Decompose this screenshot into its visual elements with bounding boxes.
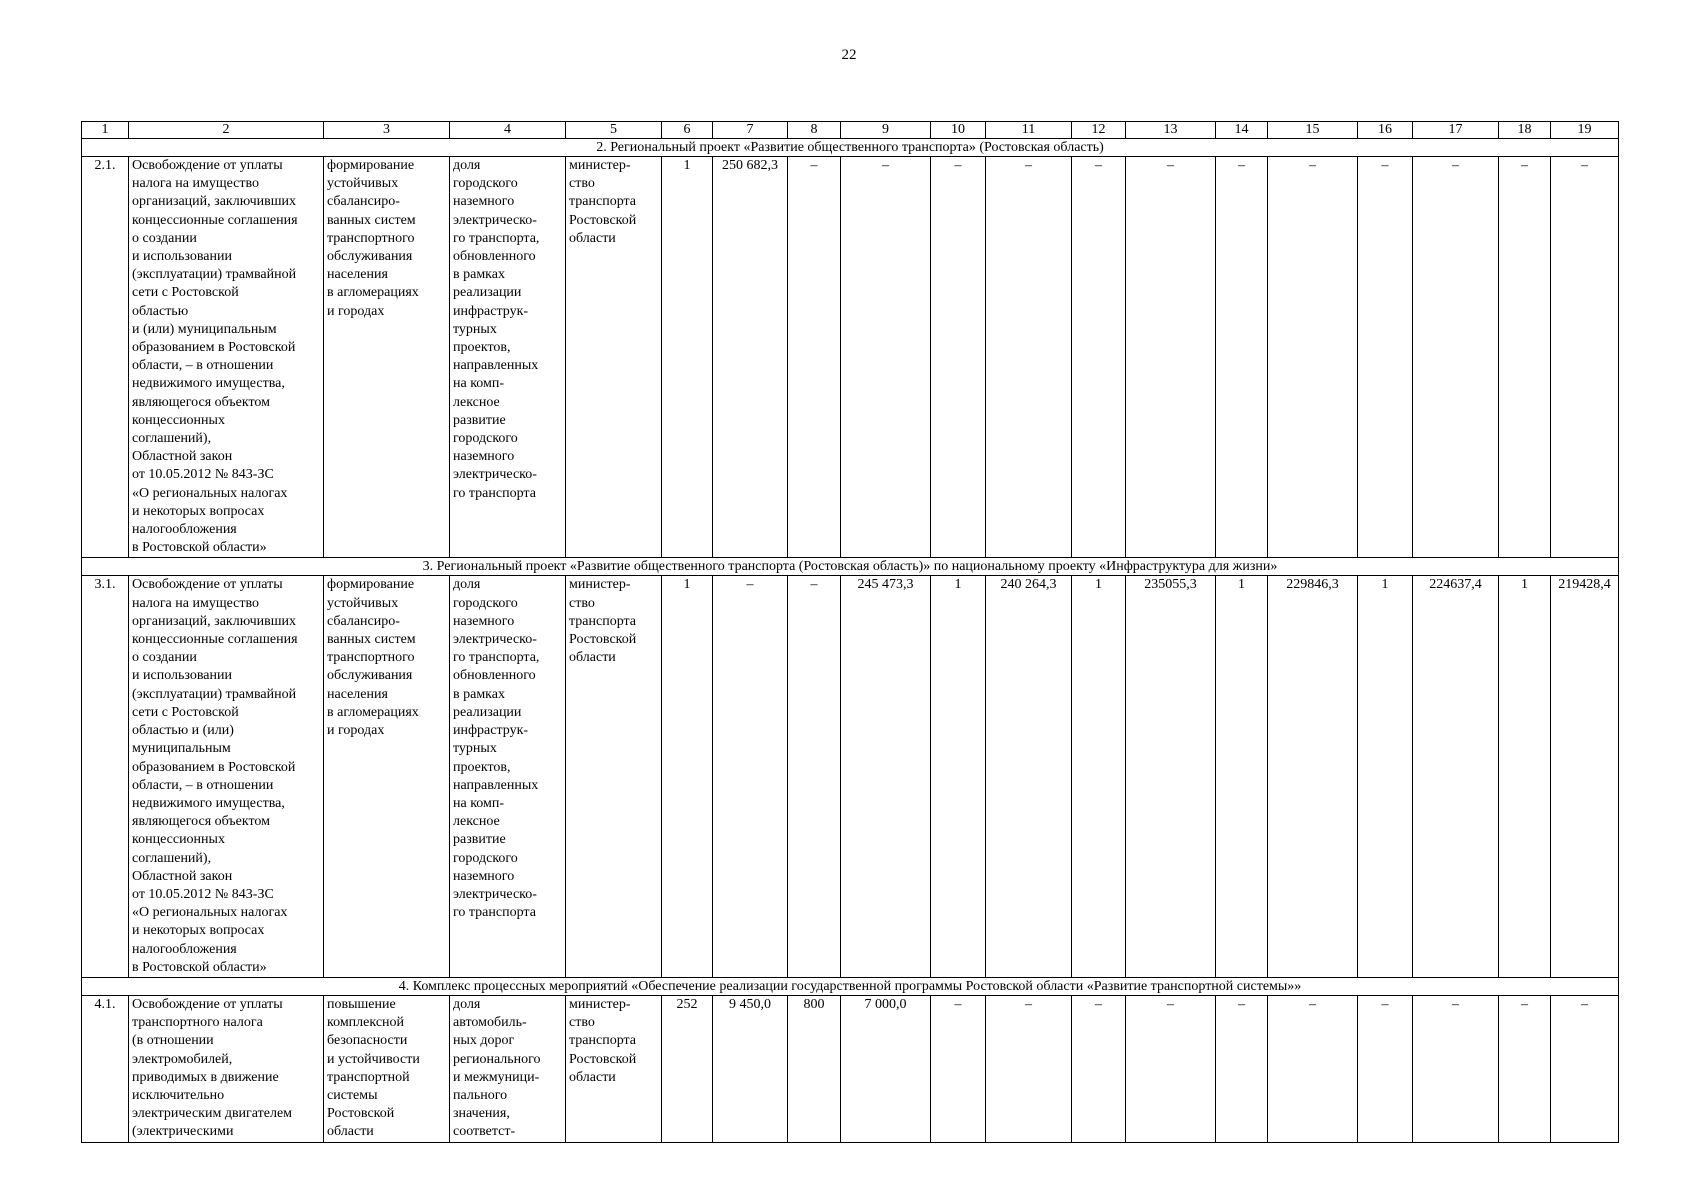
value-cell: 252	[662, 995, 713, 1142]
section-heading-row	[82, 139, 1619, 157]
value-cell: 250 682,3	[713, 157, 788, 558]
col-header: 17	[1413, 122, 1499, 139]
table-row	[82, 995, 1619, 1142]
col-header: 15	[1268, 122, 1358, 139]
benefit-description: Освобождение от уплаты транспортного налога (в отношении электромобилей, приводимых в движение исключительно электрическим двигателем (электрическими	[129, 995, 324, 1142]
indicator-name: доля городского наземного электрическо- го транспорта, обновленного в рамках реализации инфраструк- турных проектов, направленных на комп- лексное развитие городского наземного электрическо- го транспорта	[450, 157, 566, 558]
benefit-goal: повышение комплексной безопасности и устойчивости транспортной системы Ростовской области	[324, 995, 450, 1142]
indicator-name: доля автомобиль- ных дорог регионального и межмуници- пального значения, соответст-	[450, 995, 566, 1142]
value-cell: –	[1551, 995, 1619, 1142]
value-cell: –	[788, 576, 841, 977]
section-title: 4. Комплекс процессных мероприятий «Обеспечение реализации государственной программы Ростовской области «Развитие транспортной системы»»	[82, 977, 1619, 995]
value-cell: –	[1499, 995, 1551, 1142]
col-header: 9	[841, 122, 931, 139]
value-cell: –	[1268, 995, 1358, 1142]
value-cell: 1	[1499, 576, 1551, 977]
value-cell: 800	[788, 995, 841, 1142]
value-cell: 224637,4	[1413, 576, 1499, 977]
table-row	[82, 576, 1619, 977]
benefit-goal: формирование устойчивых сбалансиро- ванных систем транспортного обслуживания населения в агломерациях и городах	[324, 576, 450, 977]
col-header: 18	[1499, 122, 1551, 139]
value-cell: 1	[1358, 576, 1413, 977]
col-header: 11	[986, 122, 1072, 139]
value-cell: 1	[1216, 576, 1268, 977]
section-heading-row	[82, 558, 1619, 576]
col-header: 6	[662, 122, 713, 139]
value-cell: –	[931, 157, 986, 558]
benefit-description: Освобождение от уплаты налога на имущество организаций, заключивших концессионные соглашения о создании и использовании (эксплуатации) трамвайной сети с Ростовской областью и (или) муниципальным образованием в Ростовской области, – в отношении недвижимого имущества, являющегося объектом концессионных соглашений), Областной закон от 10.05.2012 № 843-ЗС «О региональных налогах и некоторых вопросах налогообложения в Ростовской области»	[129, 157, 324, 558]
value-cell: –	[1072, 995, 1126, 1142]
value-cell: –	[1126, 157, 1216, 558]
value-cell: 1	[931, 576, 986, 977]
col-header: 1	[82, 122, 129, 139]
value-cell: –	[1551, 157, 1619, 558]
value-cell: –	[1413, 995, 1499, 1142]
curator-name: министер- ство транспорта Ростовской области	[566, 157, 662, 558]
col-header: 7	[713, 122, 788, 139]
value-cell: –	[986, 995, 1072, 1142]
page-number: 22	[841, 47, 857, 63]
col-header: 16	[1358, 122, 1413, 139]
value-cell: –	[1216, 157, 1268, 558]
section-title: 2. Региональный проект «Развитие общественного транспорта» (Ростовская область)	[82, 139, 1619, 157]
value-cell: 245 473,3	[841, 576, 931, 977]
value-cell: –	[788, 157, 841, 558]
value-cell: 240 264,3	[986, 576, 1072, 977]
value-cell: –	[1216, 995, 1268, 1142]
value-cell: –	[986, 157, 1072, 558]
col-header: 12	[1072, 122, 1126, 139]
table-row	[82, 157, 1619, 558]
value-cell: 219428,4	[1551, 576, 1619, 977]
row-number: 4.1.	[82, 995, 129, 1142]
value-cell: 235055,3	[1126, 576, 1216, 977]
col-header: 4	[450, 122, 566, 139]
row-number: 3.1.	[82, 576, 129, 977]
col-header: 2	[129, 122, 324, 139]
curator-name: министер- ство транспорта Ростовской области	[566, 576, 662, 977]
col-header: 19	[1551, 122, 1619, 139]
col-header: 5	[566, 122, 662, 139]
value-cell: –	[1413, 157, 1499, 558]
value-cell: –	[1126, 995, 1216, 1142]
value-cell: 7 000,0	[841, 995, 931, 1142]
indicator-name: доля городского наземного электрическо- го транспорта, обновленного в рамках реализации инфраструк- турных проектов, направленных на комп- лексное развитие городского наземного электрическо- го транспорта	[450, 576, 566, 977]
value-cell: –	[1358, 157, 1413, 558]
value-cell: –	[1268, 157, 1358, 558]
col-header: 3	[324, 122, 450, 139]
section-heading-row	[82, 977, 1619, 995]
col-header: 14	[1216, 122, 1268, 139]
tax-expenditure-table	[81, 121, 1619, 1143]
value-cell: –	[931, 995, 986, 1142]
value-cell: 9 450,0	[713, 995, 788, 1142]
col-header: 13	[1126, 122, 1216, 139]
value-cell: –	[1499, 157, 1551, 558]
value-cell: 1	[662, 157, 713, 558]
value-cell: 1	[662, 576, 713, 977]
value-cell: –	[1072, 157, 1126, 558]
benefit-description: Освобождение от уплаты налога на имущество организаций, заключивших концессионные соглашения о создании и использовании (эксплуатации) трамвайной сети с Ростовской областью и (или) муниципальным образованием в Ростовской области, – в отношении недвижимого имущества, являющегося объектом концессионных соглашений), Областной закон от 10.05.2012 № 843-ЗС «О региональных налогах и некоторых вопросах налогообложения в Ростовской области»	[129, 576, 324, 977]
row-number: 2.1.	[82, 157, 129, 558]
section-title: 3. Региональный проект «Развитие общественного транспорта (Ростовская область)» по национальному проекту «Инфраструктура для жизни»	[82, 558, 1619, 576]
column-number-row	[82, 122, 1619, 139]
curator-name: министер- ство транспорта Ростовской области	[566, 995, 662, 1142]
value-cell: –	[1358, 995, 1413, 1142]
benefit-goal: формирование устойчивых сбалансиро- ванных систем транспортного обслуживания населения в агломерациях и городах	[324, 157, 450, 558]
value-cell: 1	[1072, 576, 1126, 977]
value-cell: –	[713, 576, 788, 977]
value-cell: 229846,3	[1268, 576, 1358, 977]
col-header: 10	[931, 122, 986, 139]
col-header: 8	[788, 122, 841, 139]
value-cell: –	[841, 157, 931, 558]
